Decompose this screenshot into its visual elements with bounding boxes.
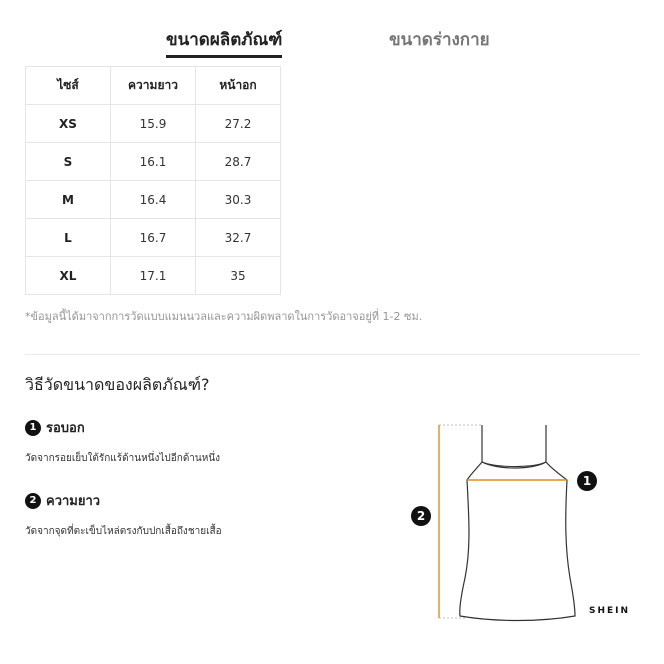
- section-divider: [25, 354, 640, 355]
- step-label: รอบอก: [46, 421, 85, 436]
- bust-cell: 32.7: [196, 219, 281, 257]
- column-header-size: ไซส์: [26, 67, 111, 105]
- size-tabs: [0, 26, 664, 54]
- measure-step-length: [25, 490, 222, 539]
- table-row: [26, 181, 281, 219]
- step-description: วัดจากรอยเย็บใต้รักแร้ด้านหนึ่งไปอีกด้านหนึ่ง: [25, 453, 221, 464]
- length-cell: 17.1: [111, 257, 196, 295]
- length-cell: 16.1: [111, 143, 196, 181]
- length-cell: 16.7: [111, 219, 196, 257]
- size-table: [25, 66, 281, 295]
- table-row: [26, 219, 281, 257]
- tab-product-size[interactable]: ขนาดผลิตภัณฑ์: [166, 26, 282, 53]
- step-label: ความยาว: [46, 494, 101, 509]
- size-cell: XS: [26, 105, 111, 143]
- table-row: [26, 105, 281, 143]
- step-heading: [25, 417, 220, 438]
- bust-cell: 27.2: [196, 105, 281, 143]
- size-cell: L: [26, 219, 111, 257]
- step-description: วัดจากจุดที่ตะเข็บไหล่ตรงกับปกเสื้อถึงชายเสื้อ: [25, 526, 222, 537]
- brand-logo: SHEIN: [589, 606, 631, 616]
- bust-marker: 1: [577, 471, 597, 491]
- measure-step-bust: [25, 417, 220, 466]
- size-cell: M: [26, 181, 111, 219]
- how-to-measure-title: วิธีวัดขนาดของผลิตภัณฑ์?: [25, 375, 210, 394]
- garment-measurement-figure: [405, 418, 635, 628]
- table-row: [26, 143, 281, 181]
- table-header-row: [26, 67, 281, 105]
- step-heading: [25, 490, 222, 511]
- measurement-note: *ข้อมูลนี้ได้มาจากการวัดแบบแมนนวลและความผิดพลาดในการวัดอาจอยู่ที่ 1-2 ซม.: [25, 310, 423, 323]
- column-header-length: ความยาว: [111, 67, 196, 105]
- bust-cell: 35: [196, 257, 281, 295]
- length-cell: 15.9: [111, 105, 196, 143]
- table-row: [26, 257, 281, 295]
- step-number-badge: 1: [25, 420, 41, 436]
- length-marker: 2: [411, 506, 431, 526]
- size-cell: S: [26, 143, 111, 181]
- column-header-bust: หน้าอก: [196, 67, 281, 105]
- tab-body-size[interactable]: ขนาดร่างกาย: [389, 30, 490, 50]
- step-number-badge: 2: [25, 493, 41, 509]
- size-cell: XL: [26, 257, 111, 295]
- camisole-outline-icon: [405, 418, 635, 628]
- bust-cell: 28.7: [196, 143, 281, 181]
- length-cell: 16.4: [111, 181, 196, 219]
- bust-cell: 30.3: [196, 181, 281, 219]
